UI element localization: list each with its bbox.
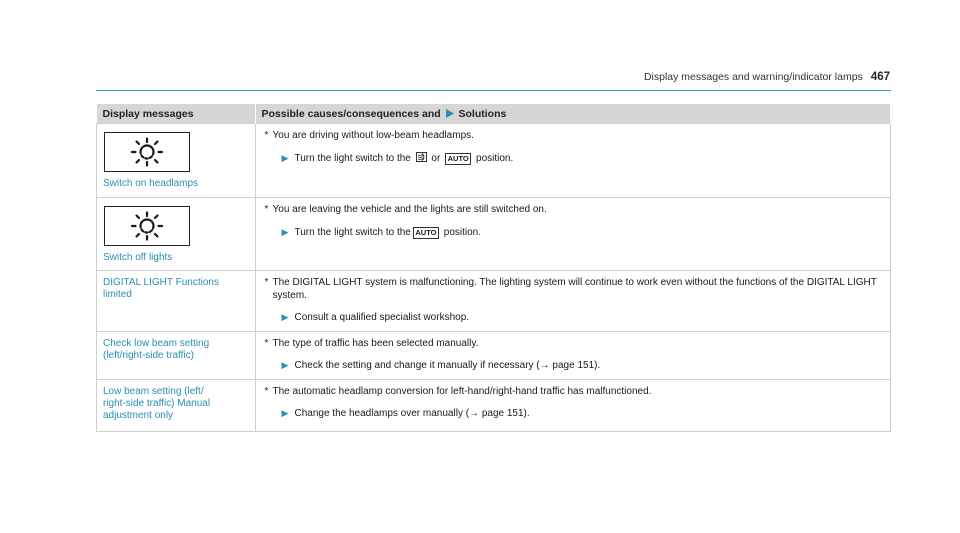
message-text: Switch on headlamps xyxy=(103,178,199,189)
column-header-solutions xyxy=(255,104,891,124)
message-text: Check low beam setting (left/right-side traffic) xyxy=(103,337,210,361)
cause-text: * You are driving without low-beam headlamps. xyxy=(264,130,474,141)
display-messages-table xyxy=(96,104,891,432)
message-cell xyxy=(97,331,256,379)
column-header-causes: Possible causes/consequences and xyxy=(261,108,441,120)
auto-light-icon: AUTO xyxy=(413,227,439,239)
column-header-messages: Display messages xyxy=(97,104,256,124)
action-arrow-icon: ▶ xyxy=(281,408,289,418)
headlamp-warning-icon xyxy=(104,206,190,246)
action-text: ▶ Change the headlamps over manually (→ page 151). xyxy=(281,408,530,419)
reference-arrow-icon: → xyxy=(469,408,480,419)
headlamp-warning-icon xyxy=(104,132,190,172)
solution-cell xyxy=(255,331,891,379)
message-text: Switch off lights xyxy=(103,252,173,263)
table-header-row xyxy=(97,104,891,124)
page-reference-link[interactable]: → page 151 xyxy=(539,360,595,371)
running-head xyxy=(644,71,890,83)
table-row xyxy=(97,198,891,271)
auto-light-icon: AUTO xyxy=(445,153,471,165)
action-text: ▶ Turn the light switch to the or AUTO position. xyxy=(281,152,514,164)
action-text: ▶ Consult a qualified specialist workshop. xyxy=(281,312,470,323)
action-arrow-icon: ▶ xyxy=(281,360,289,370)
page-number: 467 xyxy=(870,71,890,83)
header-rule xyxy=(96,90,891,91)
table-row xyxy=(97,331,891,379)
page-reference-link[interactable]: → page 151 xyxy=(469,408,524,419)
table-row xyxy=(97,271,891,332)
action-text: ▶ Turn the light switch to the AUTO position. xyxy=(281,226,482,238)
solution-cell xyxy=(255,198,891,271)
message-cell xyxy=(97,198,256,271)
action-arrow-icon: ▶ xyxy=(281,226,289,237)
message-text: Low beam setting (left/ right-side traffic) Manual adjustment only xyxy=(103,385,211,421)
action-arrow-icon: ▶ xyxy=(281,152,289,163)
table-row xyxy=(97,379,891,431)
message-cell xyxy=(97,379,256,431)
cause-text: * The type of traffic has been selected manually. xyxy=(264,337,479,349)
action-arrow-icon: ▶ xyxy=(281,312,289,322)
cause-text: * The automatic headlamp conversion for left-hand/right-hand traffic has malfunctioned. xyxy=(264,385,652,397)
message-cell xyxy=(97,124,256,198)
action-text: ▶ Check the setting and change it manually if necessary (→ page 151). xyxy=(281,360,601,371)
cause-text: * You are leaving the vehicle and the lights are still switched on. xyxy=(264,204,547,215)
table-row xyxy=(97,124,891,198)
solution-cell xyxy=(255,379,891,431)
low-beam-icon xyxy=(416,152,427,162)
cause-text: * The DIGITAL LIGHT system is malfunctioning. The lighting system will continue to work even without the functions of the DIGITAL LIGHT system. xyxy=(264,277,877,301)
reference-arrow-icon: → xyxy=(539,360,550,371)
solution-arrow-icon xyxy=(446,109,454,118)
solution-cell xyxy=(255,124,891,198)
running-head-title: Display messages and warning/indicator lamps xyxy=(643,71,863,83)
column-header-solutions-label: Solutions xyxy=(458,108,507,120)
message-cell xyxy=(97,271,256,332)
message-text: DIGITAL LIGHT Functions limited xyxy=(103,277,219,300)
solution-cell xyxy=(255,271,891,332)
